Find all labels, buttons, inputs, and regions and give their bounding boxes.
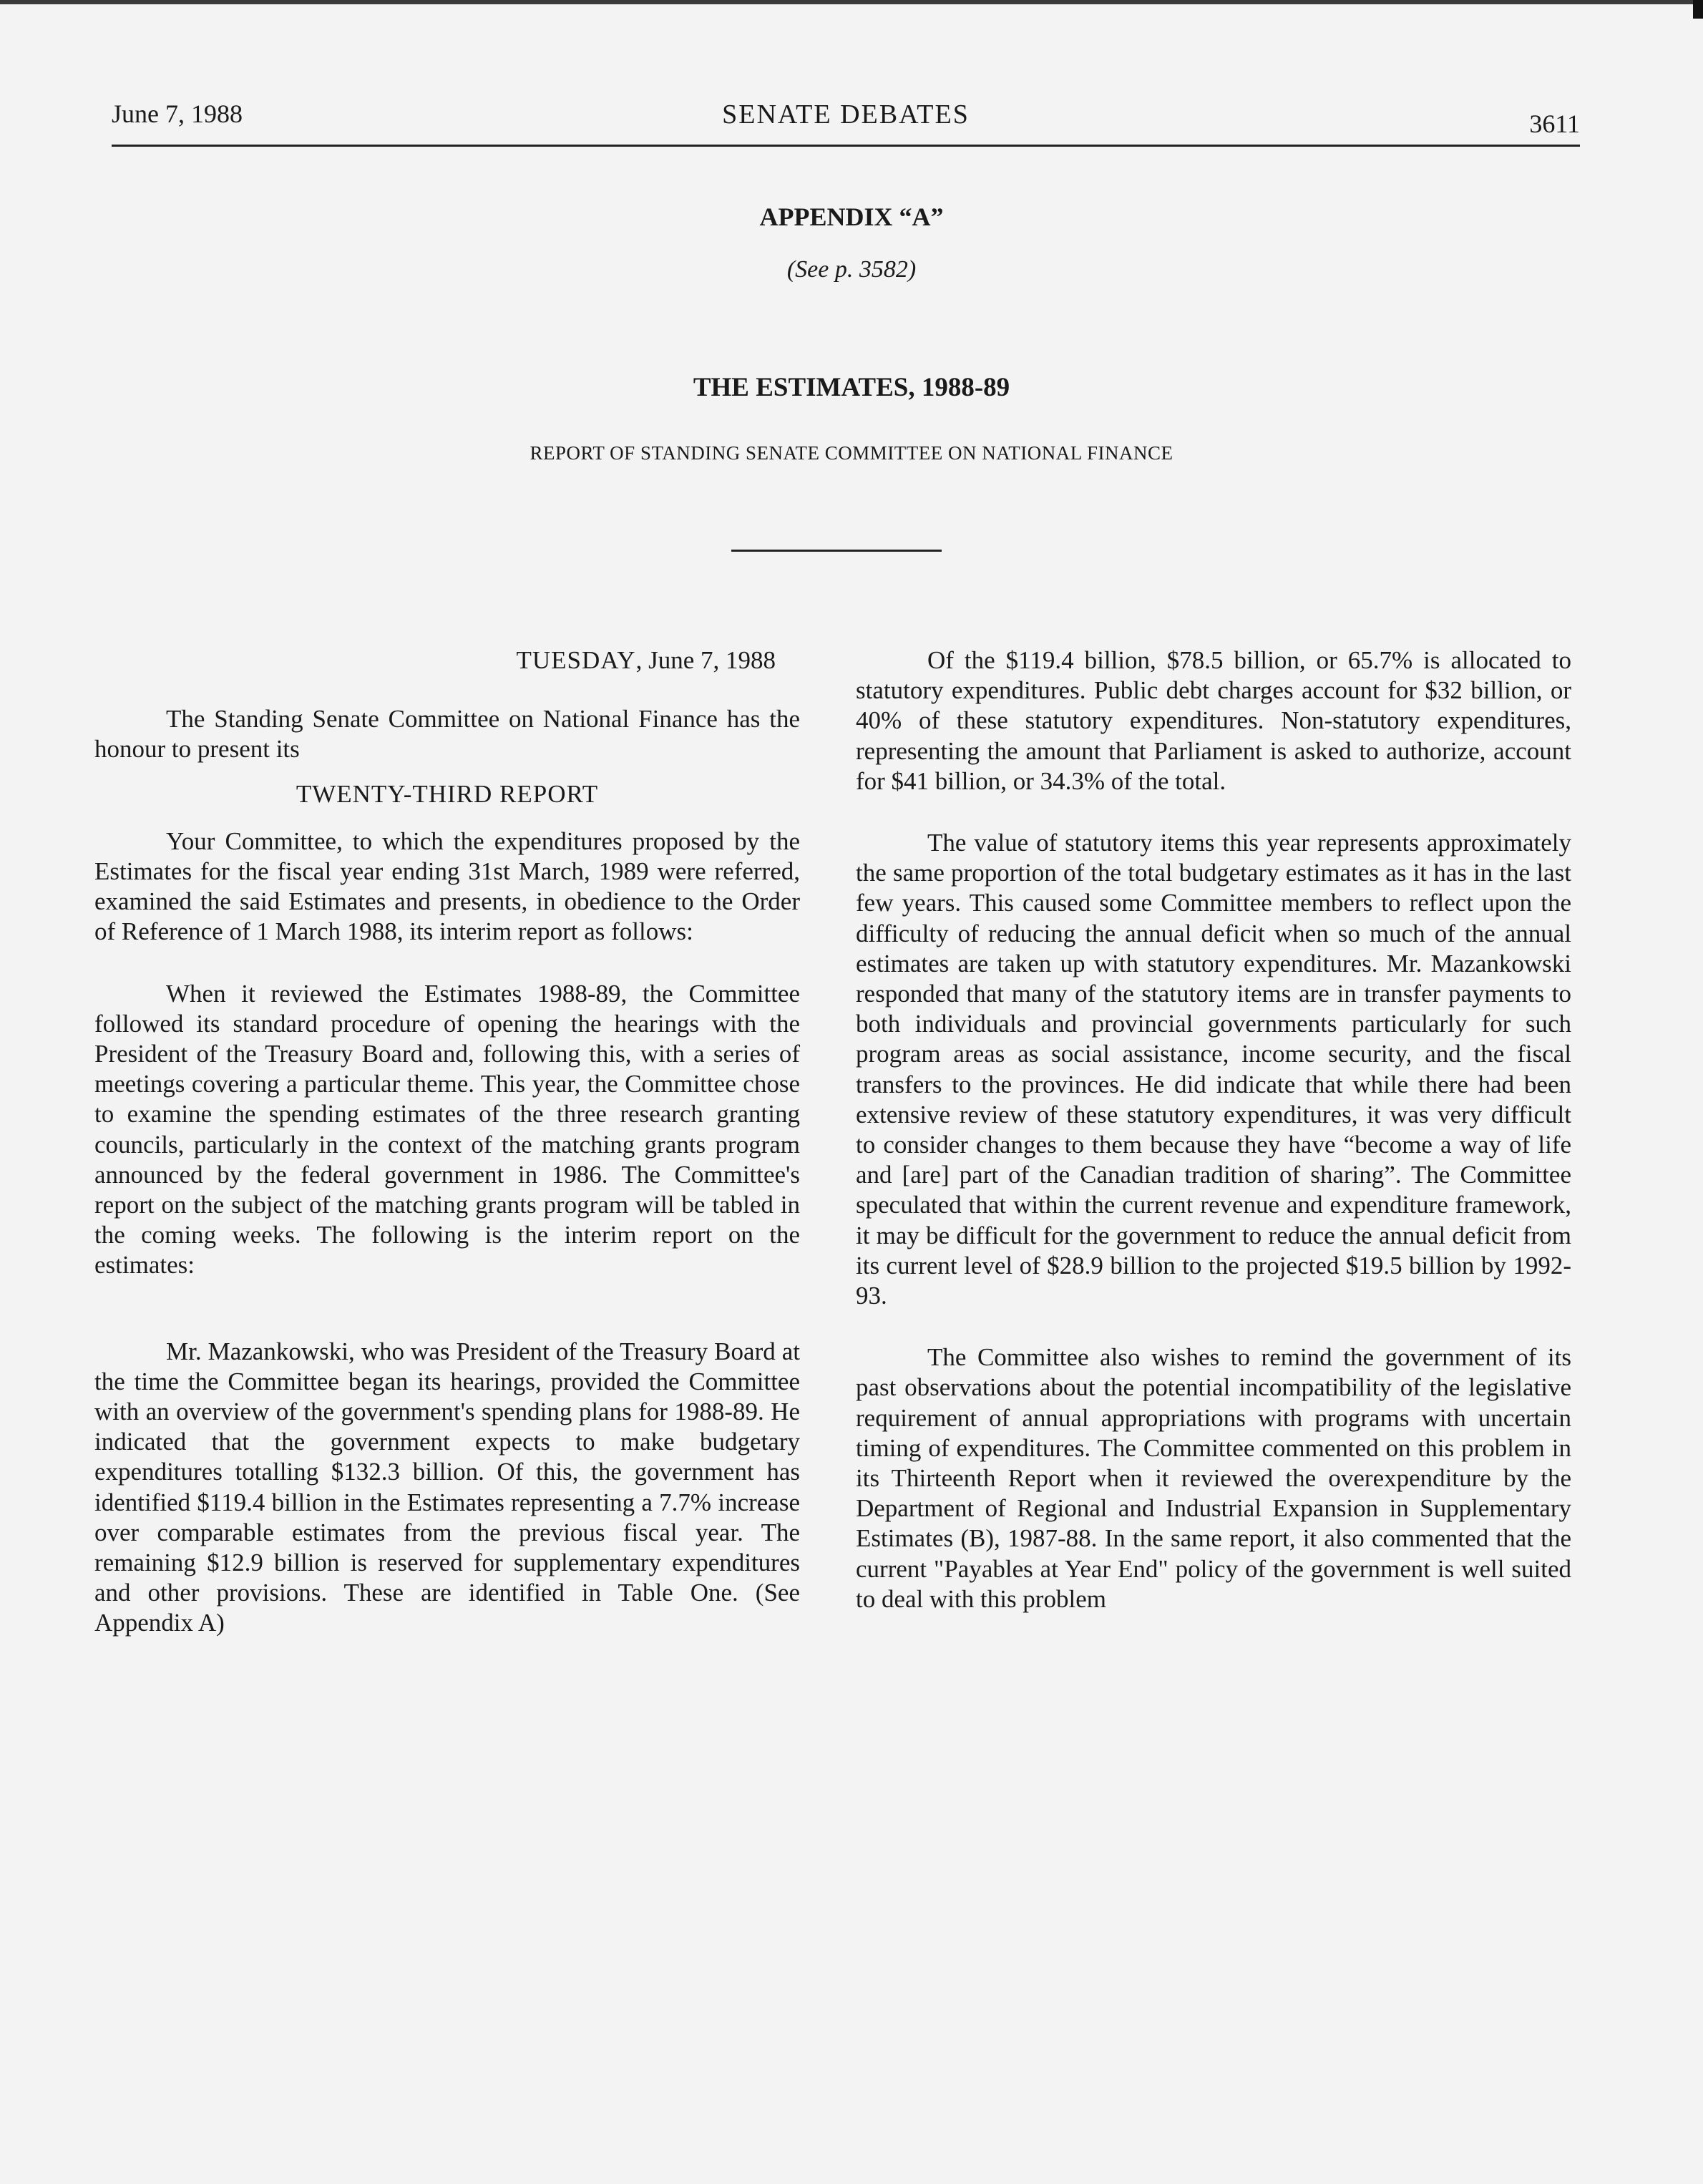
left-paragraph-3: Mr. Mazankowski, who was President of the Treasury Board at the time the Committee began its hearings, provided the Committee with an overview of the government's spending plans for 1988-89. He indicated that the government expects to make budgetary expenditures totalling $132.3 billion. Of this, the government has identified $119.4 billion in the Estimates representing a 7.7% increase over comparable estimates from the previous fiscal year. The remaining $12.9 billion is reserved for supplementary expenditures and other provisions. These are identified in Table One. (See Appendix A) <box>94 1337 800 1637</box>
right-column <box>856 645 1571 1614</box>
right-paragraph-3: The Committee also wishes to remind the government of its past observations about the potential incompatibility of the legislative requirement of annual appropriations with programs with uncertain timing of expenditures. The Committee commented on this problem in its Thirteenth Report when it reviewed the overexpenditure by the Department of Regional and Industrial Expansion in Supplementary Estimates (B), 1987-88. In the same report, it also commented that the current "Payables at Year End" policy of the government is well suited to deal with this problem <box>856 1343 1571 1613</box>
scan-top-edge <box>0 0 1703 4</box>
right-paragraph-1: Of the $119.4 billion, $78.5 billion, or 65.7% is allocated to statutory expenditures. Public debt charges account for $32 billion, or 40% of these statutory expenditures. Non-statutory expenditures, representing the amount that Parliament is asked to authorize, account for $41 billion, or 34.3% of the total. <box>856 646 1571 795</box>
report-date: , June 7, 1988 <box>635 646 776 674</box>
report-date-line <box>94 645 776 676</box>
header-page-number: 3611 <box>1529 109 1580 138</box>
report-title: THE ESTIMATES, 1988-89 <box>693 373 1010 402</box>
page-header <box>112 99 1580 147</box>
appendix-page-reference: (See p. 3582) <box>786 256 917 283</box>
section-divider <box>731 550 942 552</box>
report-day: TUESDAY <box>516 646 636 674</box>
appendix-title: APPENDIX “A” <box>759 203 944 231</box>
report-intro: The Standing Senate Committee on National Finance has the honour to present its <box>94 705 800 764</box>
right-paragraph-2: The value of statutory items this year represents approximately the same proportion of the total budgetary estimates as it has in the last few years. This caused some Committee members to reflect upon the difficulty of reducing the annual deficit when so much of the annual estimates are taken up with statutory expenditures. Mr. Mazankowski responded that many of the statutory items are in transfer payments to both individuals and provincial governments particularly for such program areas as social assistance, income security, and the fiscal transfers to the provinces. He did indicate that while there had been extensive review of these statutory expenditures, it was very difficult to consider changes to them because they have “become a way of life and [are] part of the Canadian tradition of sharing”. The Committee speculated that within the current revenue and expenditure framework, it may be difficult for the government to reduce the annual deficit from its current level of $28.9 billion to the projected $19.5 billion by 1992-93. <box>856 829 1571 1310</box>
report-name: TWENTY-THIRD REPORT <box>296 779 599 808</box>
header-publication-title: SENATE DEBATES <box>722 99 970 130</box>
left-column <box>94 645 800 1639</box>
header-date: June 7, 1988 <box>112 99 243 128</box>
scan-corner-mark <box>1693 0 1703 19</box>
left-paragraph-2: When it reviewed the Estimates 1988-89, the Committee followed its standard procedure of opening the hearings with the President of the Treasury Board and, following this, with a series of meetings covering a particular theme. This year, the Committee chose to examine the spending estimates of the three research granting councils, particularly in the context of the matching grants program announced by the federal government in 1986. The Committee's report on the subject of the matching grants program will be tabled in the coming weeks. The following is the interim report on the estimates: <box>94 979 800 1279</box>
left-paragraph-1: Your Committee, to which the expenditures proposed by the Estimates for the fiscal year ending 31st March, 1989 were referred, examined the said Estimates and presents, in obedience to the Order of Reference of 1 March 1988, its interim report as follows: <box>94 827 800 946</box>
report-subtitle: REPORT OF STANDING SENATE COMMITTEE ON NATIONAL FINANCE <box>530 442 1173 464</box>
